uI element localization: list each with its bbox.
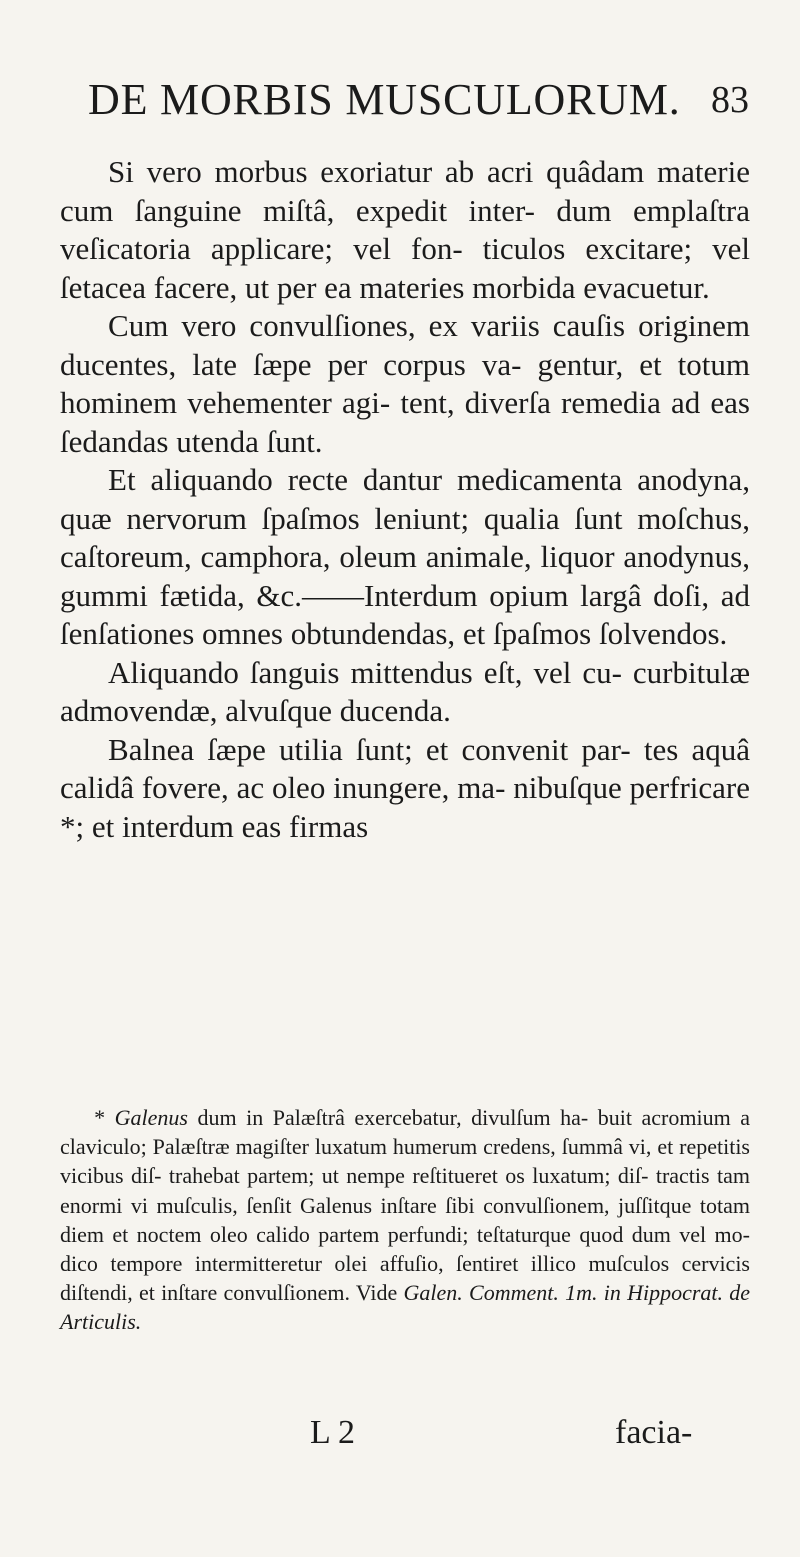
paragraph-balnea: Balnea ſæpe utilia ſunt; et convenit par- tes aquâ calidâ fovere, ac oleo inungere, ma- nibuſque perfricare *; et interdum eas firmas xyxy=(60,731,750,844)
footnote-marker: * xyxy=(94,1105,106,1130)
signature-mark: L 2 xyxy=(310,1414,356,1451)
footnote xyxy=(60,1103,750,1337)
paragraph-anodyna: Et aliquando recte dantur medicamenta anodyna, quæ nervorum ſpaſmos leniunt; qualia ſunt moſchus, caſtoreum, camphora, oleum animale, liquor anodynus, gummi fætida, &c.——Interdum opium largâ doſi, ad ſenſationes omnes obtundendas, et ſpaſmos ſolvendos. xyxy=(60,462,750,651)
page-header xyxy=(88,75,778,138)
page-number: 83 xyxy=(711,79,749,121)
paragraph-sanguis: Aliquando ſanguis mittendus eſt, vel cu- curbitulæ admovendæ, alvuſque ducenda. xyxy=(60,654,750,728)
paragraph-convulsiones: Cum vero convulſiones, ex variis cauſis originem ducentes, late ſæpe per corpus va- gentur, et totum hominem vehementer agi- tent, diverſa remedia ad eas ſedandas utenda ſunt. xyxy=(60,308,750,459)
footnote-reference: Galen. Comment. 1m. in Hippocrat. de Articulis. xyxy=(60,1280,751,1335)
footnote-author: Galenus xyxy=(114,1105,188,1130)
main-text xyxy=(60,153,750,846)
paragraph-vesicatoria: Si vero morbus exoriatur ab acri quâdam materie cum ſanguine miſtâ, expedit inter- dum emplaſtra veſicatoria applicare; vel fon- ticulos excitare; vel ſetacea facere, ut per ea materies morbida evacuetur. xyxy=(60,154,750,305)
footnote-divider xyxy=(200,1098,610,1099)
book-page xyxy=(60,0,750,1557)
footnote-body: dum in Palæſtrâ exercebatur, divulſum ha- buit acromium a claviculo; Palæſtræ magiſter luxatum humerum credens, ſummâ vi, et repetitis vicibus diſ- trahebat partem; ut nempe reſtitueret os luxatum; diſ- tractis tam enormi vi muſculis, ſenſit Galenus inſtare ſibi convulſionem, juſſitque totam diem et noctem oleo calido partem perfundi; teſtaturque quod dum vel mo- dico tempore intermitteretur olei affuſio, ſentiret illico muſculos cervicis diſtendi, et inſtare convulſionem. Vide xyxy=(60,1105,750,1306)
catchword: facia- xyxy=(615,1414,693,1451)
running-title: DE MORBIS MUSCULORUM. xyxy=(88,75,681,124)
